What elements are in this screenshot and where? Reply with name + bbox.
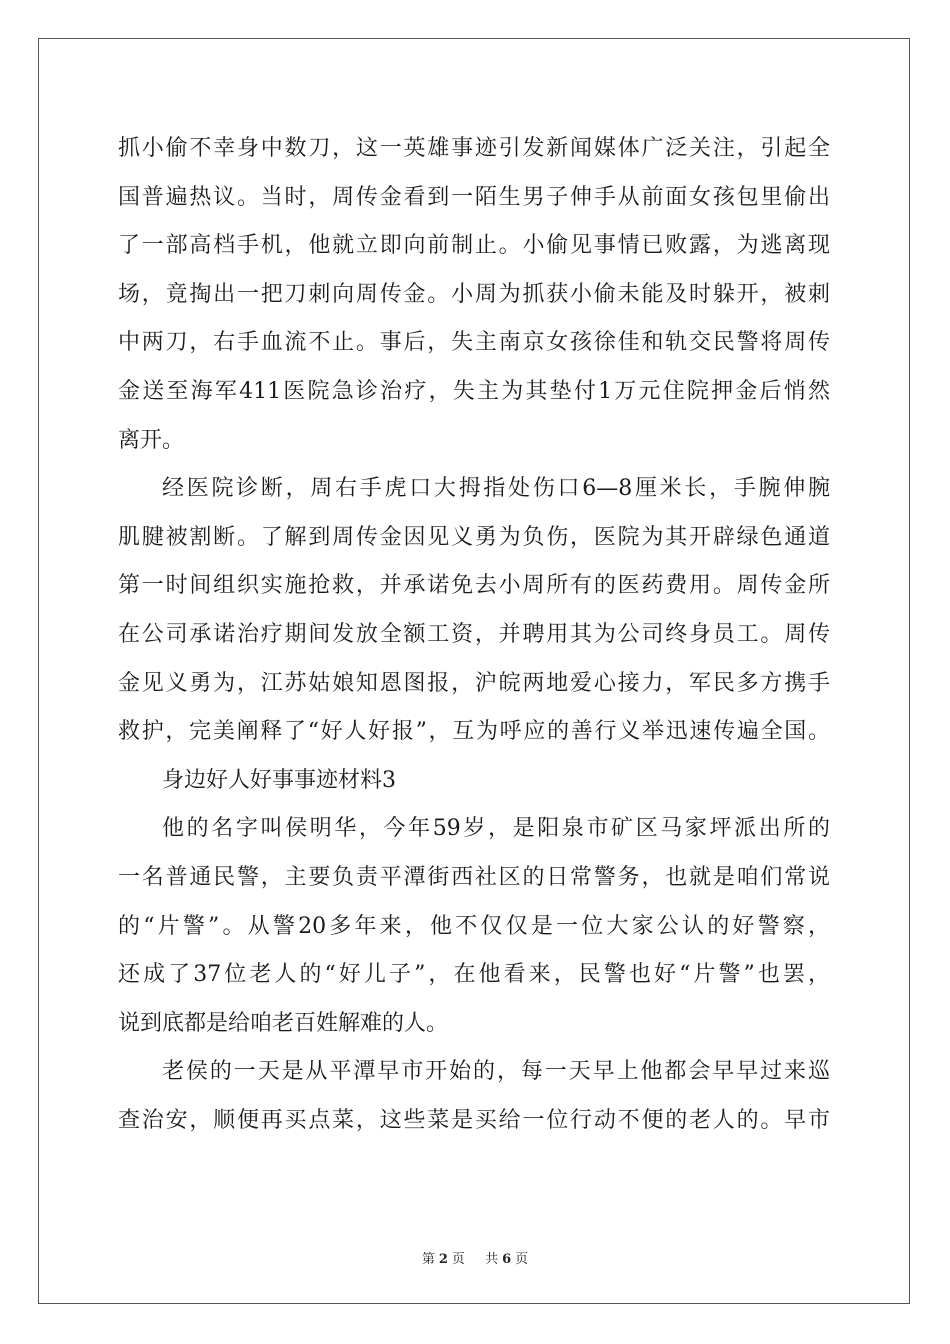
text-line: 经医院诊断，周右手虎口大拇指处伤口6—8厘米长，手腕伸腕 bbox=[162, 476, 830, 502]
text-line: 场，竟掏出一把刀刺向周传金。小周为抓获小偷未能及时躲开，被刺 bbox=[118, 281, 830, 307]
text-line: 说到底都是给咱老百姓解难的人。 bbox=[118, 1010, 449, 1036]
text-line: 了一部高档手机，他就立即向前制止。小偷见事情已败露，为逃离现 bbox=[118, 233, 830, 259]
text-line: 抓小偷不幸身中数刀，这一英雄事迹引发新闻媒体广泛关注，引起全 bbox=[118, 136, 830, 161]
text-line: 金见义勇为，江苏姑娘知恩图报，沪皖两地爱心接力，军民多方携手 bbox=[118, 670, 830, 696]
text-line: 一名普通民警，主要负责平潭街西社区的日常警务，也就是咱们常说 bbox=[118, 864, 830, 890]
text-line: 离开。 bbox=[118, 427, 185, 453]
page-number: 第 2 页 bbox=[421, 1252, 465, 1267]
text-line: 的“片警”。从警20多年来，他不仅仅是一位大家公认的好警察， bbox=[118, 913, 830, 939]
total-pages: 共 6 页 bbox=[485, 1252, 529, 1267]
text-line: 中两刀，右手血流不止。事后，失主南京女孩徐佳和轨交民警将周传 bbox=[118, 330, 830, 356]
text-line: 救护，完美阐释了“好人好报”，互为呼应的善行义举迅速传遍全国。 bbox=[118, 719, 830, 745]
page-footer bbox=[0, 1248, 950, 1267]
document-body bbox=[118, 125, 830, 1145]
section-heading: 身边好人好事事迹材料3 bbox=[162, 767, 396, 793]
text-line: 国普遍热议。当时，周传金看到一陌生男子伸手从前面女孩包里偷出 bbox=[118, 184, 830, 210]
text-line: 金送至海军411医院急诊治疗，失主为其垫付1万元住院押金后悄然 bbox=[118, 378, 830, 404]
text-line: 老侯的一天是从平潭早市开始的，每一天早上他都会早早过来巡 bbox=[162, 1059, 830, 1085]
text-line: 还成了37位老人的“好儿子”，在他看来，民警也好“片警”也罢， bbox=[118, 962, 830, 988]
text-line: 在公司承诺治疗期间发放全额工资，并聘用其为公司终身员工。周传 bbox=[118, 621, 830, 647]
text-line: 他的名字叫侯明华，今年59岁，是阳泉市矿区马家坪派出所的 bbox=[162, 816, 830, 842]
text-line: 查治安，顺便再买点菜，这些菜是买给一位行动不便的老人的。早市 bbox=[118, 1107, 830, 1133]
text-line: 肌腱被割断。了解到周传金因见义勇为负伤，医院为其开辟绿色通道 bbox=[118, 524, 830, 550]
text-line: 第一时间组织实施抢救，并承诺免去小周所有的医药费用。周传金所 bbox=[118, 573, 830, 599]
